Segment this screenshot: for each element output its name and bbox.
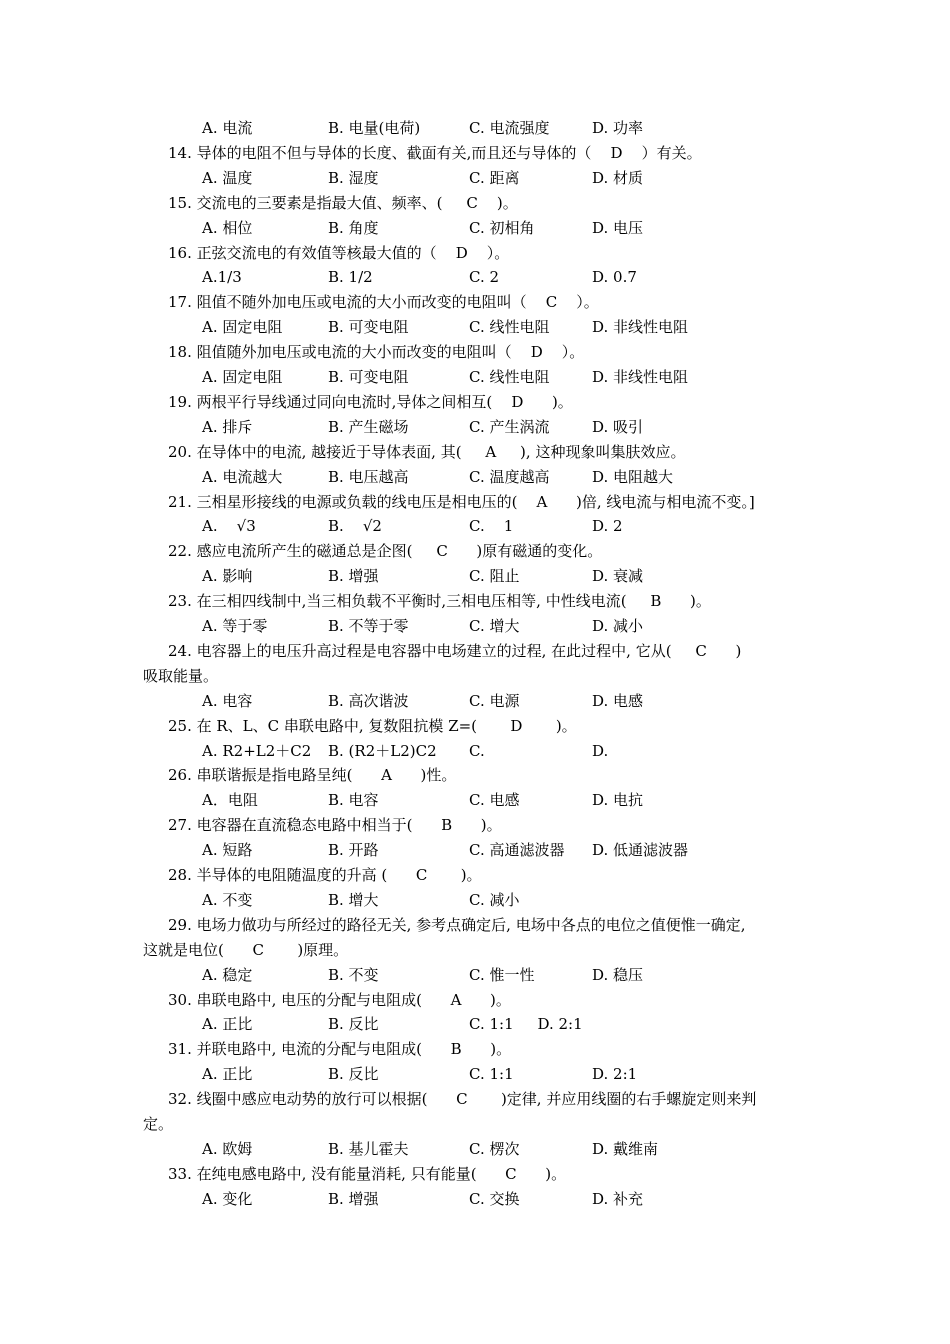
question-line: 20. 在导体中的电流, 越接近于导体表面, 其( A ), 这种现象叫集肤效应。 [168,443,686,461]
option-b: B. (R2＋L2)C2 [328,742,437,760]
option-c: C. 距离 [469,169,520,187]
option-a: A. 短路 [202,841,253,859]
option-c: C. 电感 [469,791,520,809]
question-line: 28. 半导体的电阻随温度的升高 ( C )。 [168,866,482,884]
question-line: 29. 电场力做功与所经过的路径无关, 参考点确定后, 电场中各点的电位之值便惟一确定, [168,916,746,934]
option-c: C. 1:1 [469,1065,514,1083]
option-d: D. 补充 [592,1190,644,1208]
question-line: 24. 电容器上的电压升高过程是电容器中电场建立的过程, 在此过程中, 它从( C ) [168,642,742,660]
question-line: 30. 串联电路中, 电压的分配与电阻成( A )。 [168,991,511,1009]
option-c: C. 高通滤波器 [469,841,565,859]
option-b: B. 电容 [328,791,379,809]
option-c: C. 1 [469,517,514,535]
option-c: C. 线性电阻 [469,368,550,386]
question-line: 27. 电容器在直流稳态电路中相当于( B )。 [168,816,502,834]
question-line: 25. 在 R、L、C 串联电路中, 复数阻抗模 Z=( D )。 [168,717,577,735]
option-b: B. 角度 [328,219,379,237]
option-d: D. 电压 [592,219,644,237]
option-b: B. 1/2 [328,268,373,286]
option-a: A. 变化 [202,1190,253,1208]
option-a: A. 固定电阻 [202,318,283,336]
option-b: B. 反比 [328,1065,379,1083]
question-line: 19. 两根平行导线通过同向电流时,导体之间相互( D )。 [168,393,573,411]
option-a: A. 影响 [202,567,253,585]
option-d: D. 衰减 [592,567,644,585]
question-line: 22. 感应电流所产生的磁通总是企图( C )原有磁通的变化。 [168,542,603,560]
option-c: C. 增大 [469,617,520,635]
option-b: B. 产生磁场 [328,418,409,436]
option-a: A．电阻 [202,791,258,809]
question-line: 26. 串联谐振是指电路呈纯( A )性。 [168,766,457,784]
option-a: A. R2+L2＋C2 [202,742,312,760]
option-d: D. 材质 [592,169,644,187]
option-b: B. 增大 [328,891,379,909]
option-a: A. 正比 [202,1065,253,1083]
option-d: D. 非线性电阻 [592,368,689,386]
option-d: D. 低通滤波器 [592,841,689,859]
option-b: B. 高次谐波 [328,692,409,710]
question-line: 31. 并联电路中, 电流的分配与电阻成( B )。 [168,1040,512,1058]
option-d: D. 减小 [592,617,644,635]
option-a: A. 固定电阻 [202,368,283,386]
option-d: D. 2:1 [592,1065,638,1083]
option-c: C. 产生涡流 [469,418,550,436]
option-c: C. 1:1 D. 2:1 [469,1015,583,1033]
question-line: 15. 交流电的三要素是指最大值、频率、( C )。 [168,194,518,212]
question-line: 17. 阻值不随外加电压或电流的大小而改变的电阻叫（ C ）。 [168,293,599,311]
option-b: B. 湿度 [328,169,379,187]
option-a: A. 温度 [202,169,253,187]
option-b: B. 基儿霍夫 [328,1140,409,1158]
question-continuation: 吸取能量。 [143,667,219,685]
option-a: A. √3 [202,517,256,535]
option-b: B. 增强 [328,567,379,585]
option-b: B. 可变电阻 [328,368,409,386]
option-c: C. 减小 [469,891,520,909]
option-d: D. 非线性电阻 [592,318,689,336]
option-b: B. √2 [328,517,382,535]
option-d: D. 功率 [592,119,644,137]
option-c: C. 温度越高 [469,468,550,486]
option-b: B. 开路 [328,841,379,859]
question-continuation: 定。 [143,1115,174,1133]
option-b: B. 不变 [328,966,379,984]
option-a: A. 相位 [202,219,253,237]
option-c: C. 线性电阻 [469,318,550,336]
option-c: C. [469,742,485,760]
option-c: C. 交换 [469,1190,520,1208]
option-c: C. 电流强度 [469,119,550,137]
option-c: C. 电源 [469,692,520,710]
option-b: B. 可变电阻 [328,318,409,336]
option-c: C. 楞次 [469,1140,520,1158]
question-continuation: 这就是电位( C )原理。 [143,941,349,959]
question-line: 18. 阻值随外加电压或电流的大小而改变的电阻叫（ D ）。 [168,343,585,361]
option-a: A. 稳定 [202,966,253,984]
question-line: 14. 导体的电阻不但与导体的长度、截面有关,而且还与导体的（ D ）有关。 [168,144,702,162]
option-a: A. 电流 [202,119,253,137]
option-c: C. 阻止 [469,567,520,585]
option-a: A. 排斥 [202,418,253,436]
option-a: A.1/3 [202,268,242,286]
option-d: D. 0.7 [592,268,637,286]
option-d: D. 戴维南 [592,1140,659,1158]
question-line: 21. 三相星形接线的电源或负载的线电压是相电压的( A )倍, 线电流与相电流不变。] [168,493,755,511]
question-line: 16. 正弦交流电的有效值等核最大值的（ D ）。 [168,244,510,262]
option-d: D. 电阻越大 [592,468,674,486]
option-a: A. 欧姆 [202,1140,253,1158]
option-c: C. 2 [469,268,500,286]
option-d: D. [592,742,609,760]
option-a: A. 电容 [202,692,253,710]
option-c: C. 初相角 [469,219,535,237]
option-b: B. 增强 [328,1190,379,1208]
option-c: C. 惟一性 [469,966,535,984]
option-b: B. 反比 [328,1015,379,1033]
option-d: D. 2 [592,517,623,535]
option-b: B. 不等于零 [328,617,409,635]
question-line: 23. 在三相四线制中,当三相负载不平衡时,三相电压相等, 中性线电流( B )。 [168,592,711,610]
option-d: D. 电抗 [592,791,644,809]
option-d: D. 吸引 [592,418,644,436]
option-b: B. 电压越高 [328,468,409,486]
option-d: D. 电感 [592,692,644,710]
question-line: 32. 线圈中感应电动势的放行可以根据( C )定律, 并应用线圈的右手螺旋定则来判 [168,1090,757,1108]
option-a: A. 等于零 [202,617,268,635]
option-a: A. 电流越大 [202,468,283,486]
option-d: D. 稳压 [592,966,644,984]
option-a: A. 正比 [202,1015,253,1033]
question-line: 33. 在纯电感电路中, 没有能量消耗, 只有能量( C )。 [168,1165,567,1183]
option-a: A. 不变 [202,891,253,909]
option-b: B. 电量(电荷) [328,119,421,137]
